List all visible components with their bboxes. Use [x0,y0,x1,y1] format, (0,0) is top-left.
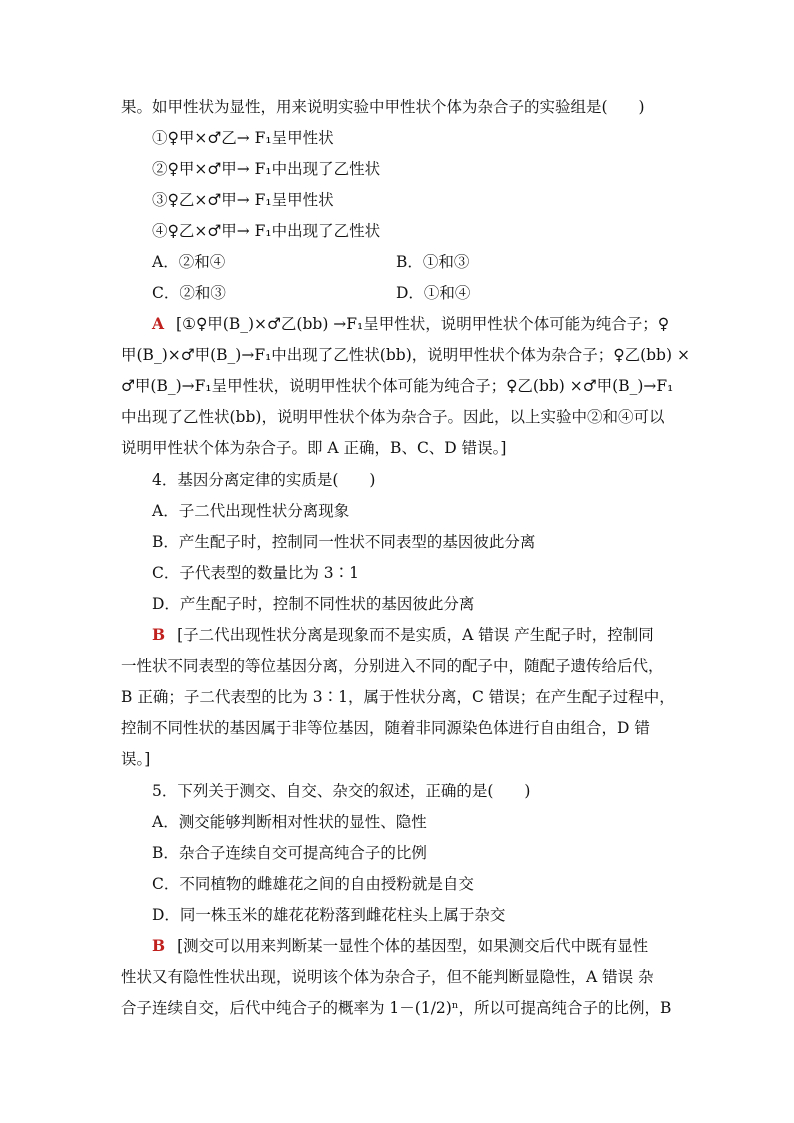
q3-explanation-text-1: [①♀甲(B_)×♂乙(bb) →F₁呈甲性状，说明甲性状个体可能为纯合子；♀ [176,315,670,333]
q4-explanation-line-5: 误。] [121,750,151,768]
q3-item-2: ②♀甲×♂甲→ F₁中出现了乙性状 [152,160,381,178]
q5-option-c: C．不同植物的雌雄花之间的自由授粉就是自交 [152,875,474,893]
q5-stem: 5．下列关于测交、自交、杂交的叙述，正确的是( ) [152,782,531,800]
q5-explanation-text-1: [测交可以用来判断某一显性个体的基因型，如果测交后代中既有显性 [177,937,649,955]
q4-answer: B [152,625,166,644]
q3-answer: A [152,314,165,333]
q4-stem: 4．基因分离定律的实质是( ) [152,471,376,489]
q4-explanation-text-1: [子二代出现性状分离是现象而不是实质，A 错误 产生配子时，控制同 [177,626,654,644]
q5-explanation-line-3: 合子连续自交，后代中纯合子的概率为 1－(1/2)ⁿ，所以可提高纯合子的比例，B [121,999,672,1017]
q3-option-d: D．①和④ [396,284,471,302]
q5-option-d: D．同一株玉米的雄花花粉落到雌花柱头上属于杂交 [152,906,506,924]
q4-explanation-line-4: 控制不同性状的基因属于非等位基因，随着非同源染色体进行自由组合，D 错 [121,719,650,737]
q4-option-d: D．产生配子时，控制不同性状的基因彼此分离 [152,595,475,613]
q4-explanation-line-3: B 正确；子二代表型的比为 3∶1，属于性状分离，C 错误；在产生配子过程中， [121,688,675,706]
q3-explanation-line-2: 甲(B_)×♂甲(B_)→F₁中出现了乙性状(bb)，说明甲性状个体为杂合子；♀乙(bb) × [121,346,690,364]
q3-item-3: ③♀乙×♂甲→ F₁呈甲性状 [152,191,334,209]
q4-option-b: B．产生配子时，控制同一性状不同表型的基因彼此分离 [152,533,536,551]
q4-option-c: C．子代表型的数量比为 3∶1 [152,564,360,582]
q3-explanation-line-4: 中出现了乙性状(bb)，说明甲性状个体为杂合子。因此，以上实验中②和④可以 [121,408,665,426]
q3-option-a: A．②和④ [152,253,226,271]
q3-item-1: ①♀甲×♂乙→ F₁呈甲性状 [152,129,334,147]
q3-explanation-line-1 [152,314,669,334]
q5-explanation-line-2: 性状又有隐性性状出现，说明该个体为杂合子，但不能判断显隐性，A 错误 杂 [121,968,654,986]
q5-option-b: B．杂合子连续自交可提高纯合子的比例 [152,844,427,862]
q3-item-4: ④♀乙×♂甲→ F₁中出现了乙性状 [152,222,381,240]
q5-option-a: A．测交能够判断相对性状的显性、隐性 [152,813,427,831]
q3-explanation-line-3: ♂甲(B_)→F₁呈甲性状，说明甲性状个体可能为纯合子；♀乙(bb) ×♂甲(B_)→F₁ [121,377,674,395]
q4-explanation-line-2: 一性状不同表型的等位基因分离，分别进入不同的配子中，随配子遗传给后代， [121,657,664,675]
q3-explanation-line-5: 说明甲性状个体为杂合子。即 A 正确，B、C、D 错误。] [121,439,507,457]
q3-option-b: B．①和③ [396,253,470,271]
q5-answer: B [152,936,166,955]
q3-stem-tail: 果。如甲性状为显性，用来说明实验中甲性状个体为杂合子的实验组是( ) [121,98,645,116]
q5-explanation-line-1 [152,936,648,956]
q4-explanation-line-1 [152,625,654,645]
q4-option-a: A．子二代出现性状分离现象 [152,502,350,520]
q3-option-c: C．②和③ [152,284,226,302]
